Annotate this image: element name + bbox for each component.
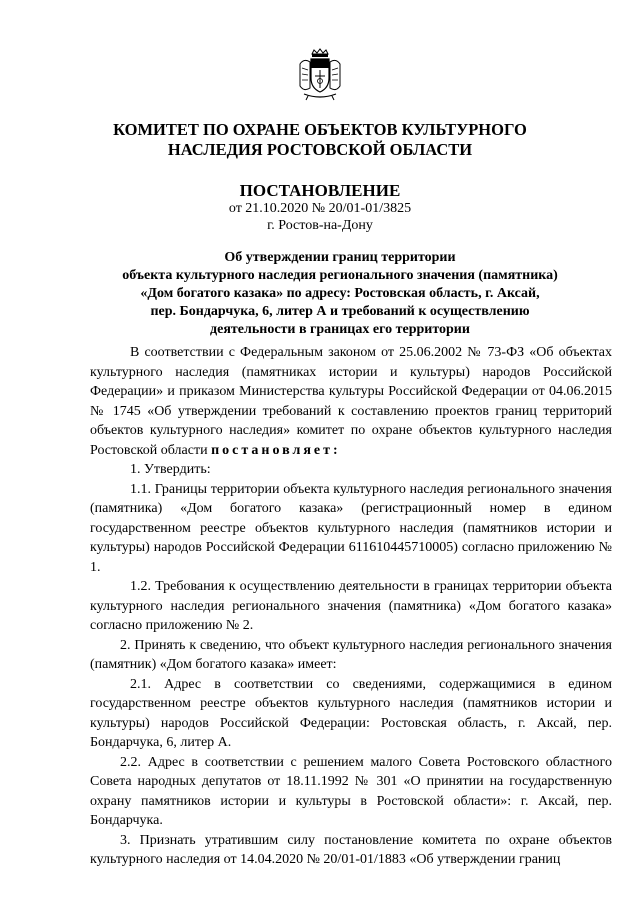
subject-line-5: деятельности в границах его территории bbox=[210, 322, 470, 337]
paragraph-2-2: 2.2. Адрес в соответствии с решением малого Совета Ростовского областного Совета народных депутатов от 18.11.1992 № 301 «О принятии на государственную охрану памятников истории и культуры в Ростовской области»: г. Аксай, пер. Бондарчука. bbox=[90, 754, 612, 828]
paragraph-1-2: 1.2. Требования к осуществлению деятельности в границах территории объекта культурного наследия регионального значения (памятника) «Дом богатого казака» согласно приложению № 2. bbox=[90, 579, 612, 633]
paragraph-2-1: 2.1. Адрес в соответствии со сведениями, содержащимися в едином государственном реестре объектов культурного наследия (памятников истории и культуры) народов Российской Федерации: Ростовская область, г. Аксай, пер. Бондарчука, 6, литер А. bbox=[90, 676, 612, 750]
preamble-text: В соответствии с Федеральным законом от 25.06.2002 № 73-ФЗ «Об объектах культурного наследия (памятниках истории и культуры) народов Российской Федерации» и приказом Министерства культуры Российской Федерации от 04.06.2015 № 1745 «Об утверждении требований к составлению проектов границ территорий объектов культурного наследия» комитет по охране объектов культурного наследия Ростовской области bbox=[90, 345, 612, 458]
document-subject bbox=[110, 249, 570, 339]
organization-name bbox=[0, 120, 640, 160]
subject-line-1: Об утверждении границ территории bbox=[224, 250, 456, 265]
date-number: от 21.10.2020 № 20/01-01/3825 bbox=[228, 201, 412, 216]
subject-line-2: объекта культурного наследия регионального значения (памятника) bbox=[122, 268, 558, 283]
document-type: ПОСТАНОВЛЕНИЕ bbox=[239, 181, 401, 200]
preamble-paragraph bbox=[90, 343, 612, 460]
org-line-1: КОМИТЕТ ПО ОХРАНЕ ОБЪЕКТОВ КУЛЬТУРНОГО bbox=[113, 120, 527, 139]
subject-line-4: пер. Бондарчука, 6, литер А и требований к осуществлению bbox=[150, 304, 530, 319]
resolve-word: постановляет: bbox=[211, 442, 341, 458]
paragraph-1: 1. Утвердить: bbox=[130, 462, 211, 477]
city: г. Ростов-на-Дону bbox=[267, 218, 373, 233]
paragraph-1-1: 1.1. Границы территории объекта культурного наследия регионального значения (памятника) «Дом богатого казака» (регистрационный номер в едином государственном реестре объектов культурного наследия (памятников истории и культуры) народов Российской Федерации 611610445710005) согласно приложению № 1. bbox=[90, 481, 612, 575]
subject-line-3: «Дом богатого казака» по адресу: Ростовская область, г. Аксай, bbox=[140, 286, 540, 301]
paragraph-3: 3. Признать утратившим силу постановление комитета по охране объектов культурного наследия от 14.04.2020 № 20/01-01/1883 «Об утверждении границ bbox=[90, 832, 612, 867]
paragraph-2: 2. Принять к сведению, что объект культурного наследия регионального значения (памятник) «Дом богатого казака» имеет: bbox=[90, 637, 612, 672]
org-line-2: НАСЛЕДИЯ РОСТОВСКОЙ ОБЛАСТИ bbox=[167, 140, 473, 159]
document-body bbox=[90, 343, 612, 870]
coat-of-arms-icon bbox=[296, 48, 344, 102]
document-meta bbox=[0, 200, 640, 234]
